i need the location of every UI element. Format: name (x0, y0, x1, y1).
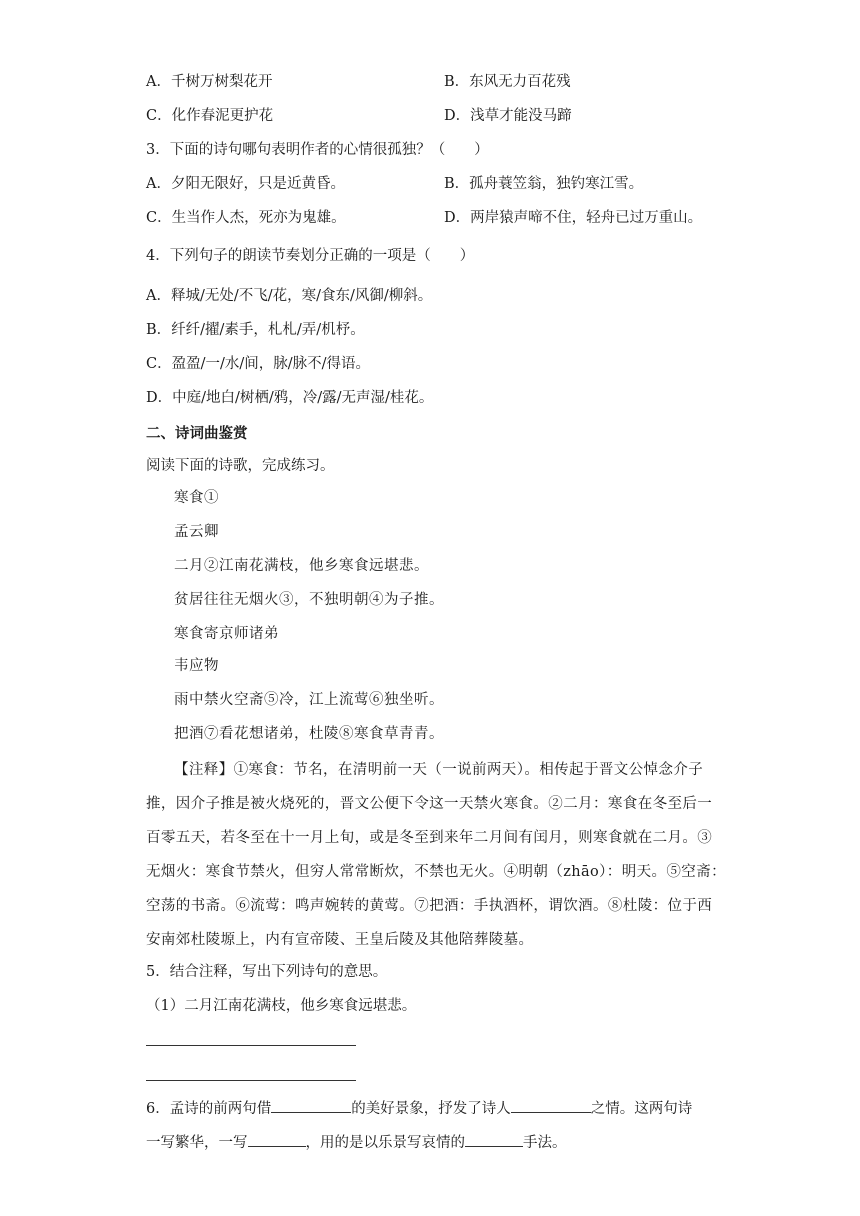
poem-line-3: 雨中禁火空斋⑤冷，江上流莺⑥独坐听。 (174, 692, 444, 708)
notes-line-3: 百零五天，若冬至在十一月上旬，或是冬至到来年二月间有闰月，则寒食就在二月。③ (146, 830, 713, 846)
section-heading: 二、诗词曲鉴赏 (146, 425, 248, 442)
notes-line-5: 空荡的书斋。⑥流莺：鸣声婉转的黄莺。⑦把酒：手执酒杯，谓饮酒。⑧杜陵：位于西 (146, 898, 713, 914)
q2-option-d: D．浅草才能没马蹄 (444, 108, 572, 124)
section-instruction: 阅读下面的诗歌，完成练习。 (146, 458, 335, 474)
q4-option-b: B．纤纤/擢/素手，札札/弄/机杼。 (146, 322, 365, 338)
q3-option-b: B．孤舟蓑笠翁，独钓寒江雪。 (444, 176, 644, 192)
poem-author-1: 孟云卿 (174, 524, 219, 540)
q2-option-a: A．千树万树梨花开 (146, 74, 273, 90)
q4-option-a: A．释城/无处/不飞/花，寒/食东/风御/柳斜。 (146, 288, 433, 304)
q6-text-1: 6．孟诗的前两句借 (146, 1101, 272, 1117)
poem-title-1: 寒食① (174, 490, 219, 506)
q6-text-5: ，用的是以乐景写哀情的 (305, 1135, 465, 1151)
q6-line-1 (146, 1098, 692, 1119)
q3-option-d: D．两岸猿声啼不住，轻舟已过万重山。 (444, 210, 703, 226)
notes-line-6: 安南郊杜陵塬上，内有宣帝陵、王皇后陵及其他陪葬陵墓。 (146, 932, 534, 948)
q6-text-4: 一写繁华，一写 (146, 1135, 248, 1151)
q4-option-c: C．盈盈/一/水/间，脉/脉不/得语。 (146, 356, 371, 372)
q6-text-6: 手法。 (523, 1135, 567, 1151)
notes-line-4: 无烟火：寒食节禁火，但穷人常常断炊，不禁也无火。④明朝（zhāo）：明天。⑤空斋： (146, 864, 726, 880)
q5-sub-1: （1）二月江南花满枝，他乡寒食远堪悲。 (146, 998, 417, 1014)
q3-option-c: C．生当作人杰，死亦为鬼雄。 (146, 210, 346, 226)
q2-option-b: B．东风无力百花残 (444, 74, 571, 90)
q6-text-2: 的美好景象，抒发了诗人 (351, 1101, 511, 1117)
q6-blank-3[interactable] (248, 1132, 306, 1147)
poem-author-2: 韦应物 (174, 658, 219, 674)
q6-blank-4[interactable] (465, 1132, 523, 1147)
q6-blank-2[interactable] (511, 1098, 591, 1113)
q4-option-d: D．中庭/地白/树栖/鸦，冷/露/无声湿/桂花。 (146, 390, 434, 406)
poem-line-1: 二月②江南花满枝，他乡寒食远堪悲。 (174, 558, 429, 574)
answer-line-2[interactable] (146, 1080, 356, 1081)
poem-title-2: 寒食寄京师诸弟 (174, 626, 279, 642)
notes-line-2: 推，因介子推是被火烧死的，晋文公便下令这一天禁火寒食。②二月：寒食在冬至后一 (146, 796, 713, 812)
answer-line-1[interactable] (146, 1045, 356, 1046)
q6-line-2 (146, 1132, 567, 1153)
notes-line-1: 【注释】①寒食：节名，在清明前一天（一说前两天）。相传起于晋文公悼念介子 (174, 762, 704, 778)
q6-text-3: 之情。这两句诗 (590, 1101, 693, 1117)
q5-stem: 5．结合注释，写出下列诗句的意思。 (146, 964, 388, 980)
q6-blank-1[interactable] (271, 1098, 351, 1113)
q3-option-a: A．夕阳无限好，只是近黄昏。 (146, 176, 345, 192)
poem-line-2: 贫居往往无烟火③，不独明朝④为子推。 (174, 592, 444, 608)
poem-line-4: 把酒⑦看花想诸弟，杜陵⑧寒食草青青。 (174, 726, 444, 742)
q4-stem: 4．下列句子的朗读节奏划分正确的一项是（ ） (146, 248, 475, 264)
q3-stem: 3．下面的诗句哪句表明作者的心情很孤独？（ ） (146, 142, 489, 158)
q2-option-c: C．化作春泥更护花 (146, 108, 274, 124)
